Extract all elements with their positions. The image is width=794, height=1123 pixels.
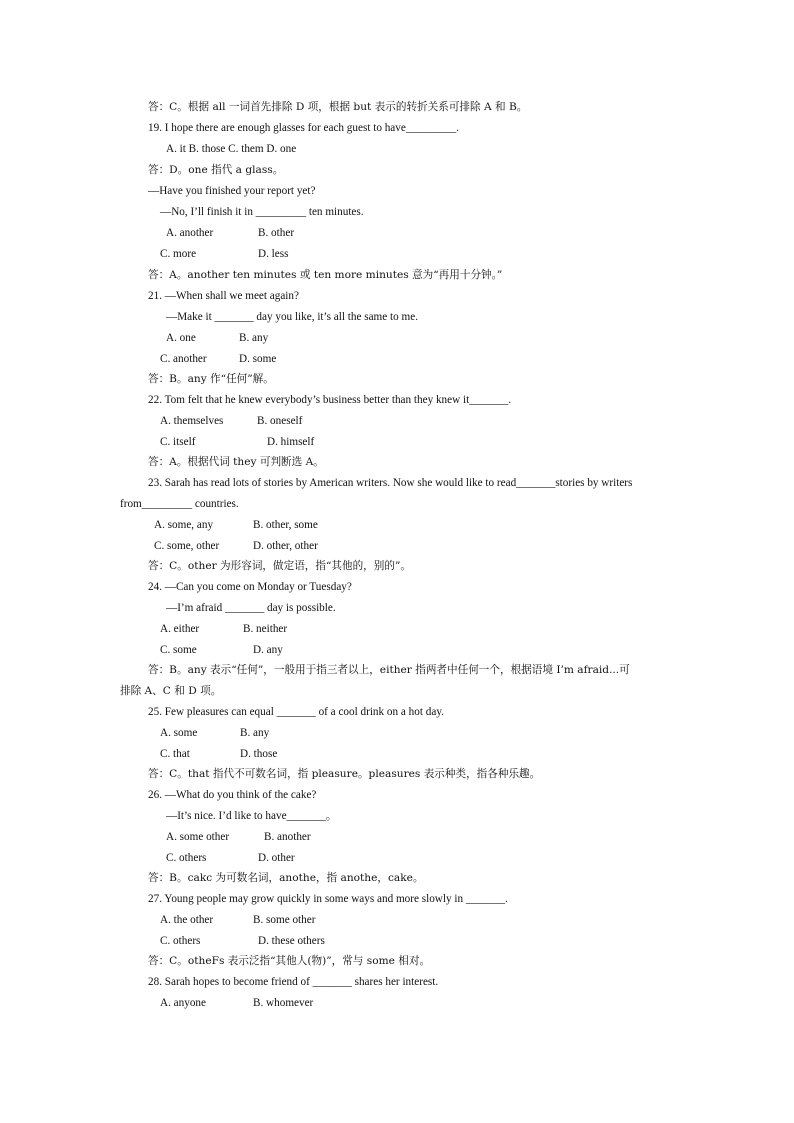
option-d: D. less <box>258 248 289 260</box>
question-23-cont: from_________ countries. <box>120 498 239 510</box>
question-26-reply: —It’s nice. I’d like to have_______。 <box>166 810 337 822</box>
question-21: 21. —When shall we meet again? <box>148 290 299 302</box>
answer-27: 答：C。otheFs 表示泛指“其他人(物)”，常与 some 相对。 <box>148 955 431 967</box>
question-28: 28. Sarah hopes to become friend of _______ shares her interest. <box>148 976 439 988</box>
option-d: D. those <box>240 748 278 760</box>
option-a: A. one <box>166 332 196 344</box>
option-c: C. itself <box>160 436 196 448</box>
option-b: B. other <box>258 227 295 239</box>
question-27: 27. Young people may grow quickly in some ways and more slowly in _______. <box>148 893 508 905</box>
option-b: B. another <box>264 831 311 843</box>
answer-26: 答：B。cakc 为可数名词，anothe，指 anothe，cake。 <box>148 872 424 884</box>
question-26: 26. —What do you think of the cake? <box>148 789 317 801</box>
option-c: C. others <box>166 852 207 864</box>
question-20-reply: —No, I’ll finish it in _________ ten minutes. <box>160 206 364 218</box>
option-b: B. neither <box>243 623 288 635</box>
option-b: B. some other <box>253 914 316 926</box>
question-24: 24. —Can you come on Monday or Tuesday? <box>148 581 352 593</box>
question-19: 19. I hope there are enough glasses for each guest to have_________. <box>148 122 459 134</box>
option-a: A. anyone <box>160 997 206 1009</box>
question-25: 25. Few pleasures can equal _______ of a cool drink on a hot day. <box>148 706 444 718</box>
option-d: D. other <box>258 852 295 864</box>
answer-19: 答：D。one 指代 a glass。 <box>148 164 284 176</box>
option-d: D. himself <box>267 436 315 448</box>
answer-24: 答：B。any 表示“任何”，一般用于指三者以上，either 指两者中任何一个，根据语境 I’m afraid...可 <box>148 664 630 676</box>
question-23: 23. Sarah has read lots of stories by American writers. Now she would like to read_______stories by writers <box>148 477 633 489</box>
question-22: 22. Tom felt that he knew everybody’s business better than they knew it_______. <box>148 394 512 406</box>
option-b: B. whomever <box>253 997 314 1009</box>
answer-20: 答：A。another ten minutes 或 ten more minutes 意为“再用十分钟。” <box>148 269 503 281</box>
option-c: C. another <box>160 353 207 365</box>
question-24-reply: —I’m afraid _______ day is possible. <box>166 602 336 614</box>
answer-22: 答：A。根据代词 they 可判断选 A。 <box>148 456 324 468</box>
answer-23: 答：C。other 为形容词，做定语，指“其他的，别的”。 <box>148 560 411 572</box>
answer-25: 答：C。that 指代不可数名词，指 pleasure。pleasures 表示种类，指各种乐趣。 <box>148 768 541 780</box>
answer-21: 答：B。any 作“任何”解。 <box>148 373 274 385</box>
option-a: A. either <box>160 623 200 635</box>
option-a: A. some other <box>166 831 230 843</box>
option-d: D. some <box>239 353 277 365</box>
option-a: A. some, any <box>154 519 214 531</box>
option-c: C. others <box>160 935 201 947</box>
option-c: C. some, other <box>154 540 220 552</box>
option-a: A. another <box>166 227 214 239</box>
option-b: B. any <box>240 727 270 739</box>
option-d: D. other, other <box>253 540 318 552</box>
option-c: C. that <box>160 748 190 760</box>
option-c: C. some <box>160 644 197 656</box>
option-c: C. more <box>160 248 197 260</box>
answer-24-cont: 排除 A、C 和 D 项。 <box>120 685 222 697</box>
option-b: B. any <box>239 332 269 344</box>
option-b: B. other, some <box>253 519 318 531</box>
option-a: A. the other <box>160 914 214 926</box>
option-a: A. some <box>160 727 198 739</box>
question-21-reply: —Make it _______ day you like, it’s all the same to me. <box>166 311 418 323</box>
option-d: D. any <box>253 644 283 656</box>
question-20: —Have you finished your report yet? <box>148 185 316 197</box>
answer-18: 答：C。根据 all 一词首先排除 D 项，根据 but 表示的转折关系可排除 A 和 B。 <box>148 101 528 113</box>
option-a: A. themselves <box>160 415 224 427</box>
options-19: A. it B. those C. them D. one <box>166 143 297 155</box>
option-b: B. oneself <box>257 415 303 427</box>
option-d: D. these others <box>258 935 325 947</box>
